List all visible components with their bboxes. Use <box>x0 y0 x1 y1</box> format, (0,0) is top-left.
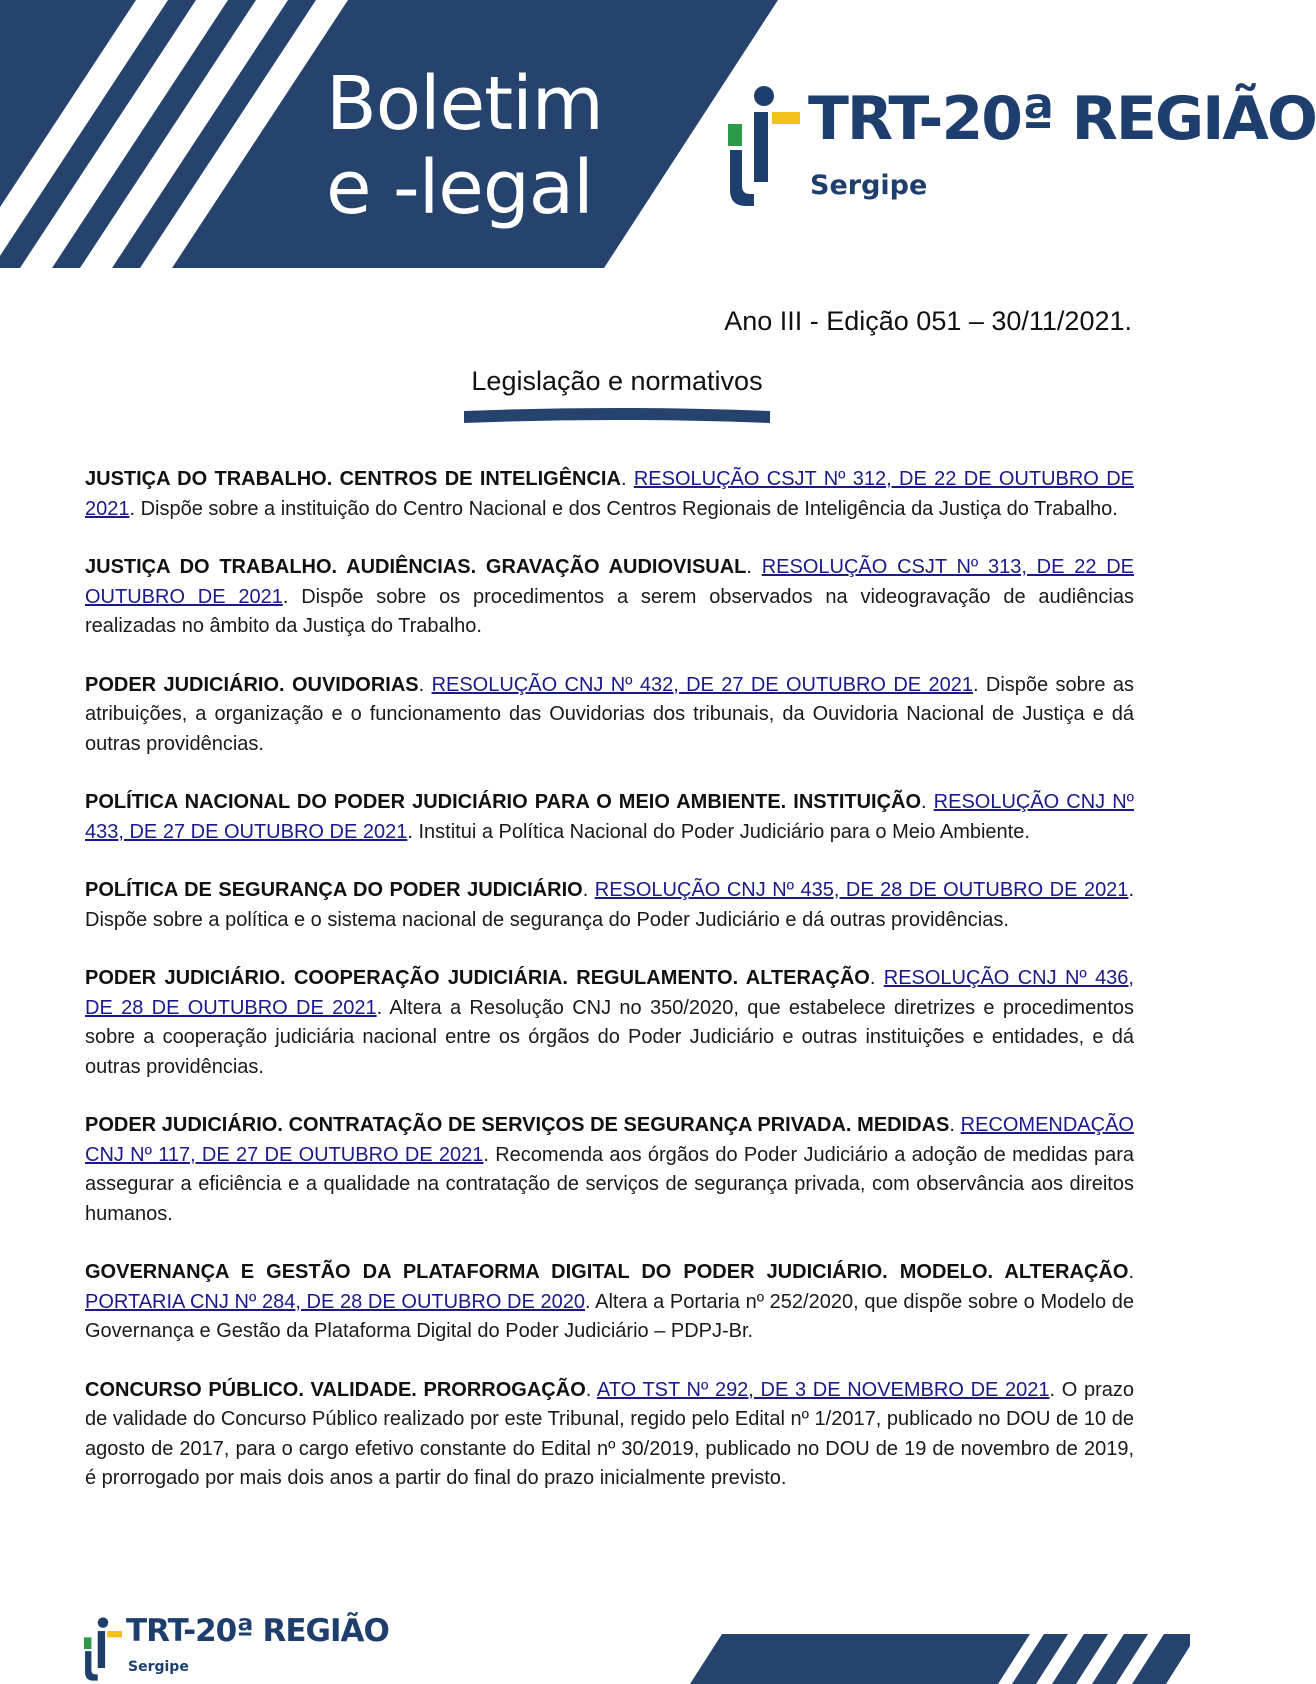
entry-description: . Dispõe sobre as atribuições, a organização e o funcionamento das Ouvidorias dos tribunais, da Ouvidoria Nacional de Justiça e dá outras providências. <box>85 673 1135 755</box>
entry-topic: POLÍTICA NACIONAL DO PODER JUDICIÁRIO PARA O MEIO AMBIENTE. INSTITUIÇÃO <box>85 791 922 813</box>
entry-description: . Altera a Portaria nº 252/2020, que dispõe sobre o Modelo de Governança e Gestão da Plataforma Digital do Poder Judiciário – PDPJ-Br. <box>85 1290 1134 1342</box>
entry-description: . Recomenda aos órgãos do Poder Judiciário a adoção de medidas para assegurar a eficiência e a qualidade na contratação de serviços de segurança privada, com observância aos direitos humanos. <box>85 1143 1134 1225</box>
entry-link[interactable]: RESOLUÇÃO CNJ Nº 432, DE 27 DE OUTUBRO DE 2021 <box>431 673 973 696</box>
entry-description: . O prazo de validade do Concurso Público realizado por este Tribunal, regido pelo Edital nº 1/2017, publicado no DOU de 10 de agosto de 2017, para o cargo efetivo constante do Edital nº 30/2019, publicado no DOU de 19 de novembro de 2019, é prorrogado por mais dois anos a partir do final do prazo inicialmente previsto. <box>85 1378 1134 1489</box>
entry-topic: PODER JUDICIÁRIO. COOPERAÇÃO JUDICIÁRIA. REGULAMENTO. ALTERAÇÃO <box>85 967 870 989</box>
legislation-entry: POLÍTICA NACIONAL DO PODER JUDICIÁRIO PARA O MEIO AMBIENTE. INSTITUIÇÃO. RESOLUÇÃO CNJ Nº 433, DE 27 DE OUTUBRO DE 2021. Institui a Política Nacional do Poder Judiciário para o Meio Ambiente. <box>85 791 1134 843</box>
entry-link[interactable]: RECOMENDAÇÃO CNJ Nº 117, DE 27 DE OUTUBRO DE 2021 <box>85 1114 1134 1166</box>
entry-link[interactable]: PORTARIA CNJ Nº 284, DE 28 DE OUTUBRO DE 2020 <box>85 1290 586 1313</box>
footer-org-subtitle: Sergipe <box>128 1659 189 1675</box>
legislation-entry: PODER JUDICIÁRIO. CONTRATAÇÃO DE SERVIÇOS DE SEGURANÇA PRIVADA. MEDIDAS. RECOMENDAÇÃO CNJ Nº 117, DE 27 DE OUTUBRO DE 2021. Recomenda aos órgãos do Poder Judiciário a adoção de medidas para assegurar a eficiência e a qualidade na contratação de serviços de segurança privada, com observância aos direitos humanos. <box>85 1114 1134 1225</box>
footer-stripes <box>690 1634 1190 1684</box>
trt-logo-icon <box>728 86 800 206</box>
header-logo <box>728 84 1316 206</box>
entry-topic: PODER JUDICIÁRIO. OUVIDORIAS <box>85 673 419 696</box>
entry-description: . Altera a Resolução CNJ no 350/2020, que estabelece diretrizes e procedimentos sobre a cooperação judiciária nacional entre os órgãos do Poder Judiciário e outras instituições e entidades, e dá outras providências. <box>85 996 1135 1078</box>
footer-org-name: TRT-20ª REGIÃO <box>126 1613 389 1649</box>
entry-link[interactable]: RESOLUÇÃO CSJT Nº 312, DE 22 DE OUTUBRO DE 2021 <box>85 468 1134 520</box>
entry-link[interactable]: ATO TST Nº 292, DE 3 DE NOVEMBRO DE 2021 <box>596 1378 1050 1401</box>
entry-link[interactable]: RESOLUÇÃO CNJ Nº 436, DE 28 DE OUTUBRO DE 2021 <box>85 967 1134 1019</box>
entry-description: . Dispõe sobre a instituição do Centro Nacional e dos Centros Regionais de Inteligência da Justiça do Trabalho. <box>129 497 1118 520</box>
section-title: Legislação e normativos <box>471 366 763 396</box>
entry-topic: JUSTIÇA DO TRABALHO. CENTROS DE INTELIGÊNCIA <box>85 468 621 490</box>
bulletin-title-line1: Boletim <box>326 61 603 147</box>
legislation-entry: PODER JUDICIÁRIO. COOPERAÇÃO JUDICIÁRIA. REGULAMENTO. ALTERAÇÃO. RESOLUÇÃO CNJ Nº 436, DE 28 DE OUTUBRO DE 2021. Altera a Resolução CNJ no 350/2020, que estabelece diretrizes e procedimentos sobre a cooperação judiciária nacional entre os órgãos do Poder Judiciário e outras instituições e entidades, e dá outras providências. <box>85 967 1135 1078</box>
bulletin-title-line2: e -legal <box>326 145 593 231</box>
entry-description: . Institui a Política Nacional do Poder Judiciário para o Meio Ambiente. <box>407 820 1030 843</box>
entry-topic: CONCURSO PÚBLICO. VALIDADE. PRORROGAÇÃO <box>85 1378 586 1401</box>
entry-description: . Dispõe sobre os procedimentos a serem observados na videogravação de audiências realizadas no âmbito da Justiça do Trabalho. <box>85 585 1134 637</box>
entry-description: . Dispõe sobre a política e o sistema nacional de segurança do Poder Judiciário e dá outras providências. <box>85 879 1134 931</box>
org-name: TRT-20ª REGIÃO <box>808 84 1316 154</box>
entry-link[interactable]: RESOLUÇÃO CNJ Nº 433, DE 27 DE OUTUBRO DE 2021 <box>85 791 1134 843</box>
section-underline <box>464 405 770 427</box>
legislation-entry: POLÍTICA DE SEGURANÇA DO PODER JUDICIÁRIO. RESOLUÇÃO CNJ Nº 435, DE 28 DE OUTUBRO DE 2021. Dispõe sobre a política e o sistema nacional de segurança do Poder Judiciário e dá outras providências. <box>85 879 1134 931</box>
legislation-entry: JUSTIÇA DO TRABALHO. CENTROS DE INTELIGÊNCIA. RESOLUÇÃO CSJT Nº 312, DE 22 DE OUTUBRO DE 2021. Dispõe sobre a instituição do Centro Nacional e dos Centros Regionais de Inteligência da Justiça do Trabalho. <box>85 468 1134 520</box>
entry-topic: POLÍTICA DE SEGURANÇA DO PODER JUDICIÁRIO <box>85 879 583 901</box>
legislation-list <box>85 465 1134 1523</box>
entry-topic: PODER JUDICIÁRIO. CONTRATAÇÃO DE SERVIÇOS DE SEGURANÇA PRIVADA. MEDIDAS <box>85 1114 950 1136</box>
trt-logo-icon <box>84 1617 122 1681</box>
entry-link[interactable]: RESOLUÇÃO CNJ Nº 435, DE 28 DE OUTUBRO DE 2021 <box>594 879 1129 901</box>
legislation-entry: PODER JUDICIÁRIO. OUVIDORIAS. RESOLUÇÃO CNJ Nº 432, DE 27 DE OUTUBRO DE 2021. Dispõe sobre as atribuições, a organização e o funcionamento das Ouvidorias dos tribunais, da Ouvidoria Nacional de Justiça e dá outras providências. <box>85 673 1135 755</box>
legislation-entry: JUSTIÇA DO TRABALHO. AUDIÊNCIAS. GRAVAÇÃO AUDIOVISUAL. RESOLUÇÃO CSJT Nº 313, DE 22 DE OUTUBRO DE 2021. Dispõe sobre os procedimentos a serem observados na videogravação de audiências realizadas no âmbito da Justiça do Trabalho. <box>85 556 1134 637</box>
bulletin-title <box>326 62 603 230</box>
entry-link[interactable]: RESOLUÇÃO CSJT Nº 313, DE 22 DE OUTUBRO DE 2021 <box>85 556 1134 608</box>
entry-topic: JUSTIÇA DO TRABALHO. AUDIÊNCIAS. GRAVAÇÃO AUDIOVISUAL <box>85 556 747 578</box>
entry-topic: GOVERNANÇA E GESTÃO DA PLATAFORMA DIGITAL DO PODER JUDICIÁRIO. MODELO. ALTERAÇÃO <box>85 1261 1129 1283</box>
legislation-entry: GOVERNANÇA E GESTÃO DA PLATAFORMA DIGITAL DO PODER JUDICIÁRIO. MODELO. ALTERAÇÃO. PORTARIA CNJ Nº 284, DE 28 DE OUTUBRO DE 2020. Altera a Portaria nº 252/2020, que dispõe sobre o Modelo de Governança e Gestão da Plataforma Digital do Poder Judiciário – PDPJ-Br. <box>85 1261 1134 1342</box>
legislation-entry: CONCURSO PÚBLICO. VALIDADE. PRORROGAÇÃO. ATO TST Nº 292, DE 3 DE NOVEMBRO DE 2021. O prazo de validade do Concurso Público realizado por este Tribunal, regido pelo Edital nº 1/2017, publicado no DOU de 10 de agosto de 2017, para o cargo efetivo constante do Edital nº 30/2019, publicado no DOU de 19 de novembro de 2019, é prorrogado por mais dois anos a partir do final do prazo inicialmente previsto. <box>85 1378 1134 1489</box>
org-subtitle: Sergipe <box>810 170 928 201</box>
edition-info: Ano III - Edição 051 – 30/11/2021. <box>724 306 1132 336</box>
footer-logo <box>84 1613 389 1681</box>
